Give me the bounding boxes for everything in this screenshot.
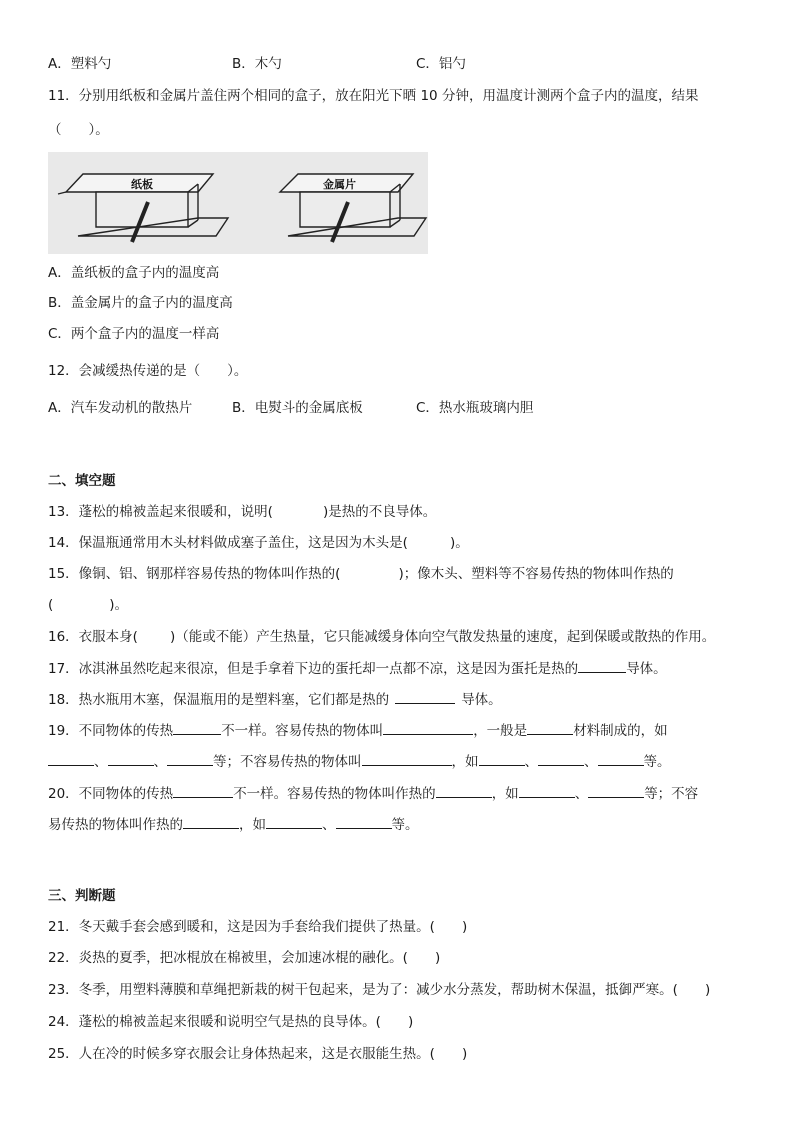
q13: 13．蓬松的棉被盖起来很暖和，说明( )是热的不良导体。 [48, 504, 437, 520]
q24: 24．蓬松的棉被盖起来很暖和说明空气是热的良导体。( ) [48, 1014, 414, 1030]
q15-cont: ( )。 [48, 597, 129, 613]
q11-option-c: C．两个盒子内的温度一样高 [48, 326, 220, 342]
paper-label: 纸板 [131, 178, 153, 191]
q19-cont: 、 、 等；不容易传热的物体叫 ，如 、 、 等。 [48, 752, 671, 771]
q12-option-a: A．汽车发动机的散热片 [48, 400, 193, 416]
q12-stem: 12．会减缓热传递的是（ ）。 [48, 363, 248, 379]
q10-option-c: C．铝勺 [416, 56, 466, 72]
q18: 18．热水瓶用木塞，保温瓶用的是塑料塞，它们都是热的 导体。 [48, 692, 502, 708]
q22: 22．炎热的夏季，把冰棍放在棉被里，会加速冰棍的融化。( ) [48, 950, 441, 966]
section-fill-blank-title: 二、填空题 [48, 473, 116, 489]
q10-option-a: A．塑料勺 [48, 56, 112, 72]
boxes-thermometer-illustration [48, 152, 428, 254]
q14: 14．保温瓶通常用木头材料做成塞子盖住，这是因为木头是( )。 [48, 535, 469, 551]
q15: 15．像铜、铝、钢那样容易传热的物体叫作热的( )；像木头、塑料等不容易传热的物体叫作热的 [48, 566, 674, 582]
q11-option-a: A．盖纸板的盒子内的温度高 [48, 265, 220, 281]
q10-option-b: B．木勺 [232, 56, 282, 72]
q19: 19．不同物体的传热 不一样。容易传热的物体叫 ，一般是 材料制成的，如 [48, 723, 668, 739]
q20: 20．不同物体的传热 不一样。容易传热的物体叫作热的 ，如 、 等；不容 [48, 786, 699, 802]
q25: 25．人在冷的时候多穿衣服会让身体热起来，这是衣服能生热。( ) [48, 1046, 468, 1062]
q12-option-c: C．热水瓶玻璃内胆 [416, 400, 534, 416]
q11-paren: （ ）。 [48, 122, 109, 138]
metal-label: 金属片 [323, 178, 356, 191]
q12-option-b: B．电熨斗的金属底板 [232, 400, 363, 416]
q20-cont: 易传热的物体叫作热的 ，如 、 等。 [48, 817, 419, 833]
section-true-false-title: 三、判断题 [48, 888, 116, 904]
q23: 23．冬季，用塑料薄膜和草绳把新栽的树干包起来，是为了：减少水分蒸发，帮助树木保温，抵御严寒。( ) [48, 982, 711, 998]
q11-figure [48, 152, 428, 254]
q16: 16．衣服本身( )（能或不能）产生热量，它只能减缓身体向空气散发热量的速度，起到保暖或散热的作用。 [48, 629, 716, 645]
q11-option-b: B．盖金属片的盒子内的温度高 [48, 295, 233, 311]
q21: 21．冬天戴手套会感到暖和，这是因为手套给我们提供了热量。( ) [48, 919, 468, 935]
q11-stem: 11．分别用纸板和金属片盖住两个相同的盒子，放在阳光下晒 10 分钟，用温度计测两个盒子内的温度，结果 [48, 88, 699, 104]
q17: 17．冰淇淋虽然吃起来很凉，但是手拿着下边的蛋托却一点都不凉，这是因为蛋托是热的 导体。 [48, 661, 667, 677]
